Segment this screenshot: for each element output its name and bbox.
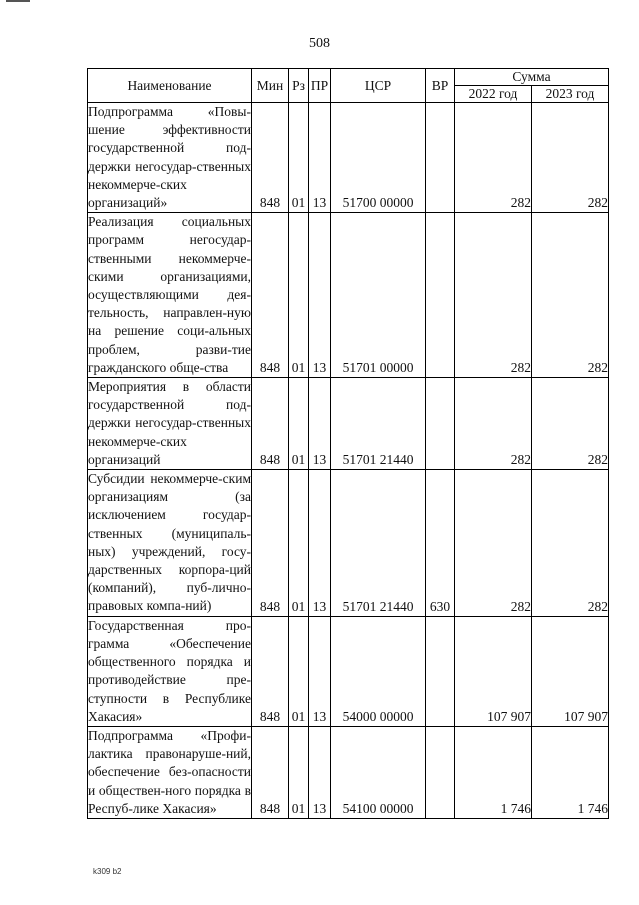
cell-sum-2022: 107 907 <box>455 616 532 726</box>
cell-pr: 13 <box>309 470 331 617</box>
cell-rz: 01 <box>289 213 309 378</box>
cell-pr: 13 <box>309 726 331 818</box>
header-name: Наименование <box>88 69 252 103</box>
cell-sum-2023: 282 <box>532 103 609 213</box>
cell-min: 848 <box>252 103 289 213</box>
cell-rz: 01 <box>289 616 309 726</box>
cell-name: Подпрограмма «Повы-шение эффективности государственной под-держки негосудар-ственных некоммерче-ских организаций» <box>88 103 252 213</box>
header-year-2023: 2023 год <box>532 86 609 103</box>
cell-rz: 01 <box>289 103 309 213</box>
cell-min: 848 <box>252 213 289 378</box>
cell-vr: 630 <box>426 470 455 617</box>
budget-table <box>87 68 609 819</box>
cell-pr: 13 <box>309 378 331 470</box>
cell-csr: 51701 21440 <box>331 470 426 617</box>
header-year-2022: 2022 год <box>455 86 532 103</box>
cell-sum-2022: 282 <box>455 103 532 213</box>
table-body <box>88 103 609 819</box>
table-row <box>88 103 609 213</box>
cell-min: 848 <box>252 470 289 617</box>
cell-vr <box>426 213 455 378</box>
page-number: 508 <box>309 36 330 51</box>
header-rz: Рз <box>289 69 309 103</box>
cell-csr: 51701 00000 <box>331 213 426 378</box>
cell-csr: 51700 00000 <box>331 103 426 213</box>
cell-sum-2023: 1 746 <box>532 726 609 818</box>
cell-vr <box>426 378 455 470</box>
table-row <box>88 213 609 378</box>
table-row <box>88 470 609 617</box>
cell-min: 848 <box>252 616 289 726</box>
cell-pr: 13 <box>309 103 331 213</box>
cell-sum-2022: 282 <box>455 213 532 378</box>
cell-name: Реализация социальных программ негосудар-ственными некоммерче-скими организациями, осуществляющими дея-тельность, направлен-ную на решение соци-альных проблем, разви-тие гражданского обще-ства <box>88 213 252 378</box>
header-row <box>88 69 609 86</box>
header-min: Мин <box>252 69 289 103</box>
cell-sum-2022: 1 746 <box>455 726 532 818</box>
cell-name: Субсидии некоммерче-ским организациям (за исключением государ-ственных (муниципаль-ных) учреждений, госу-дарственных корпора-ций (компаний), пуб-лично-правовых компа-ний) <box>88 470 252 617</box>
header-sum: Сумма <box>455 69 609 86</box>
cell-rz: 01 <box>289 726 309 818</box>
cell-min: 848 <box>252 378 289 470</box>
cell-sum-2022: 282 <box>455 378 532 470</box>
cell-csr: 54100 00000 <box>331 726 426 818</box>
table-row <box>88 616 609 726</box>
cell-pr: 13 <box>309 213 331 378</box>
cell-csr: 51701 21440 <box>331 378 426 470</box>
cell-vr <box>426 103 455 213</box>
cell-sum-2022: 282 <box>455 470 532 617</box>
cell-min: 848 <box>252 726 289 818</box>
cell-vr <box>426 616 455 726</box>
cell-name: Мероприятия в области государственной под-держки негосудар-ственных некоммерче-ских организаций <box>88 378 252 470</box>
cell-name: Государственная про-грамма «Обеспечение общественного порядка и противодействие пре-ступности в Республике Хакасия» <box>88 616 252 726</box>
cell-sum-2023: 107 907 <box>532 616 609 726</box>
table-row <box>88 726 609 818</box>
cell-rz: 01 <box>289 378 309 470</box>
cell-rz: 01 <box>289 470 309 617</box>
cell-sum-2023: 282 <box>532 213 609 378</box>
cell-csr: 54000 00000 <box>331 616 426 726</box>
header-csr: ЦСР <box>331 69 426 103</box>
cell-pr: 13 <box>309 616 331 726</box>
header-pr: ПР <box>309 69 331 103</box>
cell-name: Подпрограмма «Профи-лактика правонаруше-ний, обеспечение без-опасности и обществен-ного порядка в Респуб-лике Хакасия» <box>88 726 252 818</box>
cell-sum-2023: 282 <box>532 470 609 617</box>
cell-vr <box>426 726 455 818</box>
footer-code: k309 b2 <box>93 867 122 876</box>
corner-scan-mark <box>6 0 30 2</box>
table-row <box>88 378 609 470</box>
cell-sum-2023: 282 <box>532 378 609 470</box>
header-vr: ВР <box>426 69 455 103</box>
